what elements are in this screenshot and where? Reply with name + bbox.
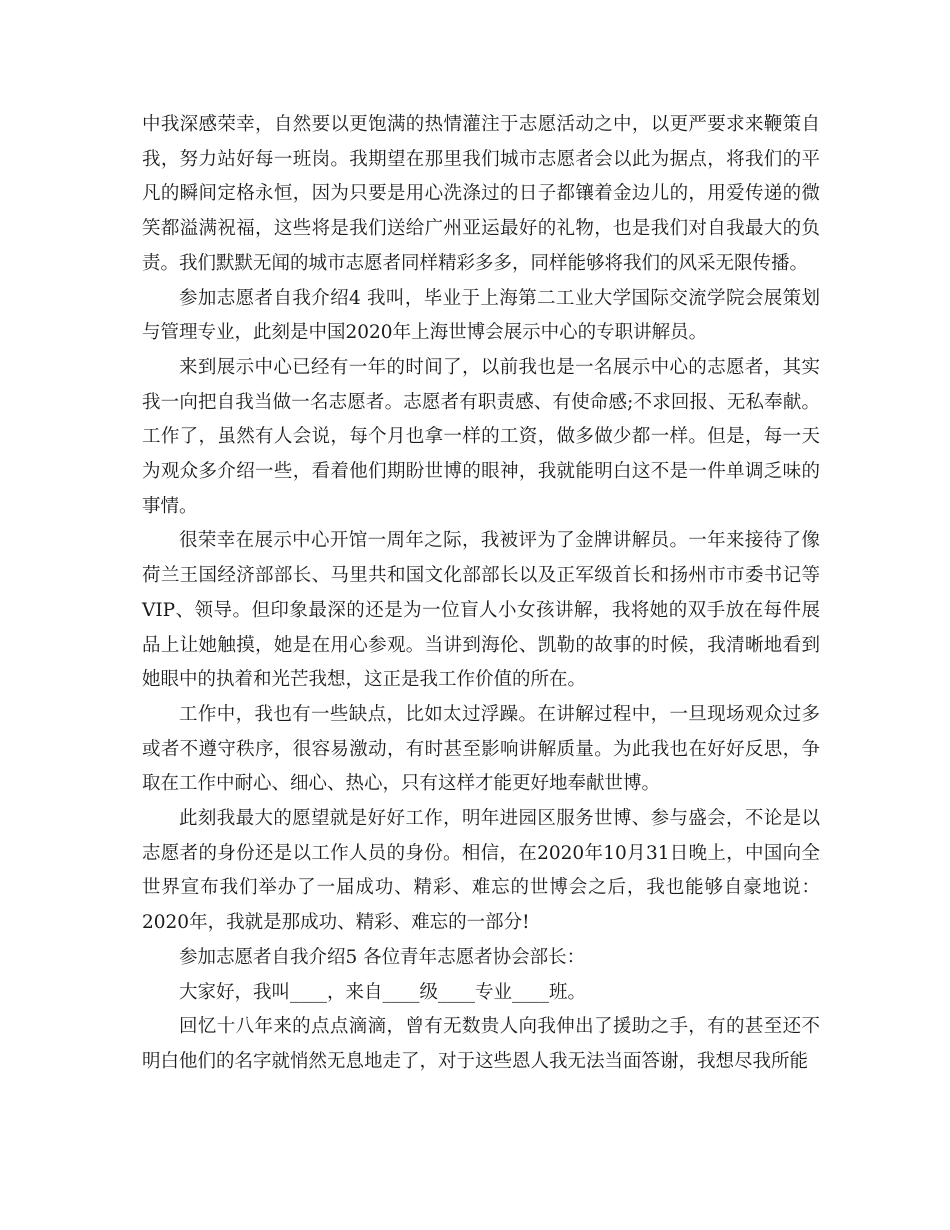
paragraph-7: 参加志愿者自我介绍5 各位青年志愿者协会部长： (179, 946, 586, 968)
paragraph-9: 回忆十八年来的点点滴滴，曾有无数贵人向我伸出了援助之手，有的甚至还不明白他们的名字就悄然无息地走了，对于这些恩人我无法当面答谢，我想尽我所能 (142, 1016, 820, 1072)
paragraph-5: 工作中，我也有一些缺点，比如太过浮躁。在讲解过程中，一旦现场观众过多或者不遵守秩序，很容易激动，有时甚至影响讲解质量。为此我也在好好反思，争取在工作中耐心、细心、热心，只有这样才能更好地奉献世博。 (142, 703, 820, 795)
document-body (142, 108, 820, 1080)
paragraph-4: 很荣幸在展示中心开馆一周年之际，我被评为了金牌讲解员。一年来接待了像荷兰王国经济部部长、马里共和国文化部部长以及正军级首长和扬州市市委书记等VIP、领导。但印象最深的还是为一位盲人小女孩讲解，我将她的双手放在每件展品上让她触摸，她是在用心参观。当讲到海伦、凯勒的故事的时候，我清晰地看到她眼中的执着和光芒我想，这正是我工作价值的所在。 (142, 530, 820, 691)
paragraph-6: 此刻我最大的愿望就是好好工作，明年进园区服务世博、参与盛会，不论是以志愿者的身份还是以工作人员的身份。相信，在2020年10月31日晚上，中国向全世界宣布我们举办了一届成功、精彩、难忘的世博会之后，我也能够自豪地说：2020年，我就是那成功、精彩、难忘的一部分! (142, 808, 820, 934)
paragraph-2: 参加志愿者自我介绍4 我叫，毕业于上海第二工业大学国际交流学院会展策划与管理专业，此刻是中国2020年上海世博会展示中心的专职讲解员。 (142, 287, 820, 344)
paragraph-3: 来到展示中心已经有一年的时间了，以前我也是一名展示中心的志愿者，其实我一向把自我当做一名志愿者。志愿者有职责感、有使命感;不求回报、无私奉献。工作了，虽然有人会说，每个月也拿一样的工资，做多做少都一样。但是，每一天为观众多介绍一些，看着他们期盼世博的眼神，我就能明白这不是一件单调乏味的事情。 (142, 356, 820, 517)
paragraph-1: 中我深感荣幸，自然要以更饱满的热情灌注于志愿活动之中，以更严要求来鞭策自我，努力站好每一班岗。我期望在那里我们城市志愿者会以此为据点，将我们的平凡的瞬间定格永恒，因为只要是用心洗涤过的日子都镶着金边儿的，用爱传递的微笑都溢满祝福，这些将是我们送给广州亚运最好的礼物，也是我们对自我最大的负责。我们默默无闻的城市志愿者同样精彩多多，同样能够将我们的风采无限传播。 (142, 114, 820, 274)
paragraph-8: 大家好，我叫____，来自____级____专业____班。 (179, 981, 587, 1003)
